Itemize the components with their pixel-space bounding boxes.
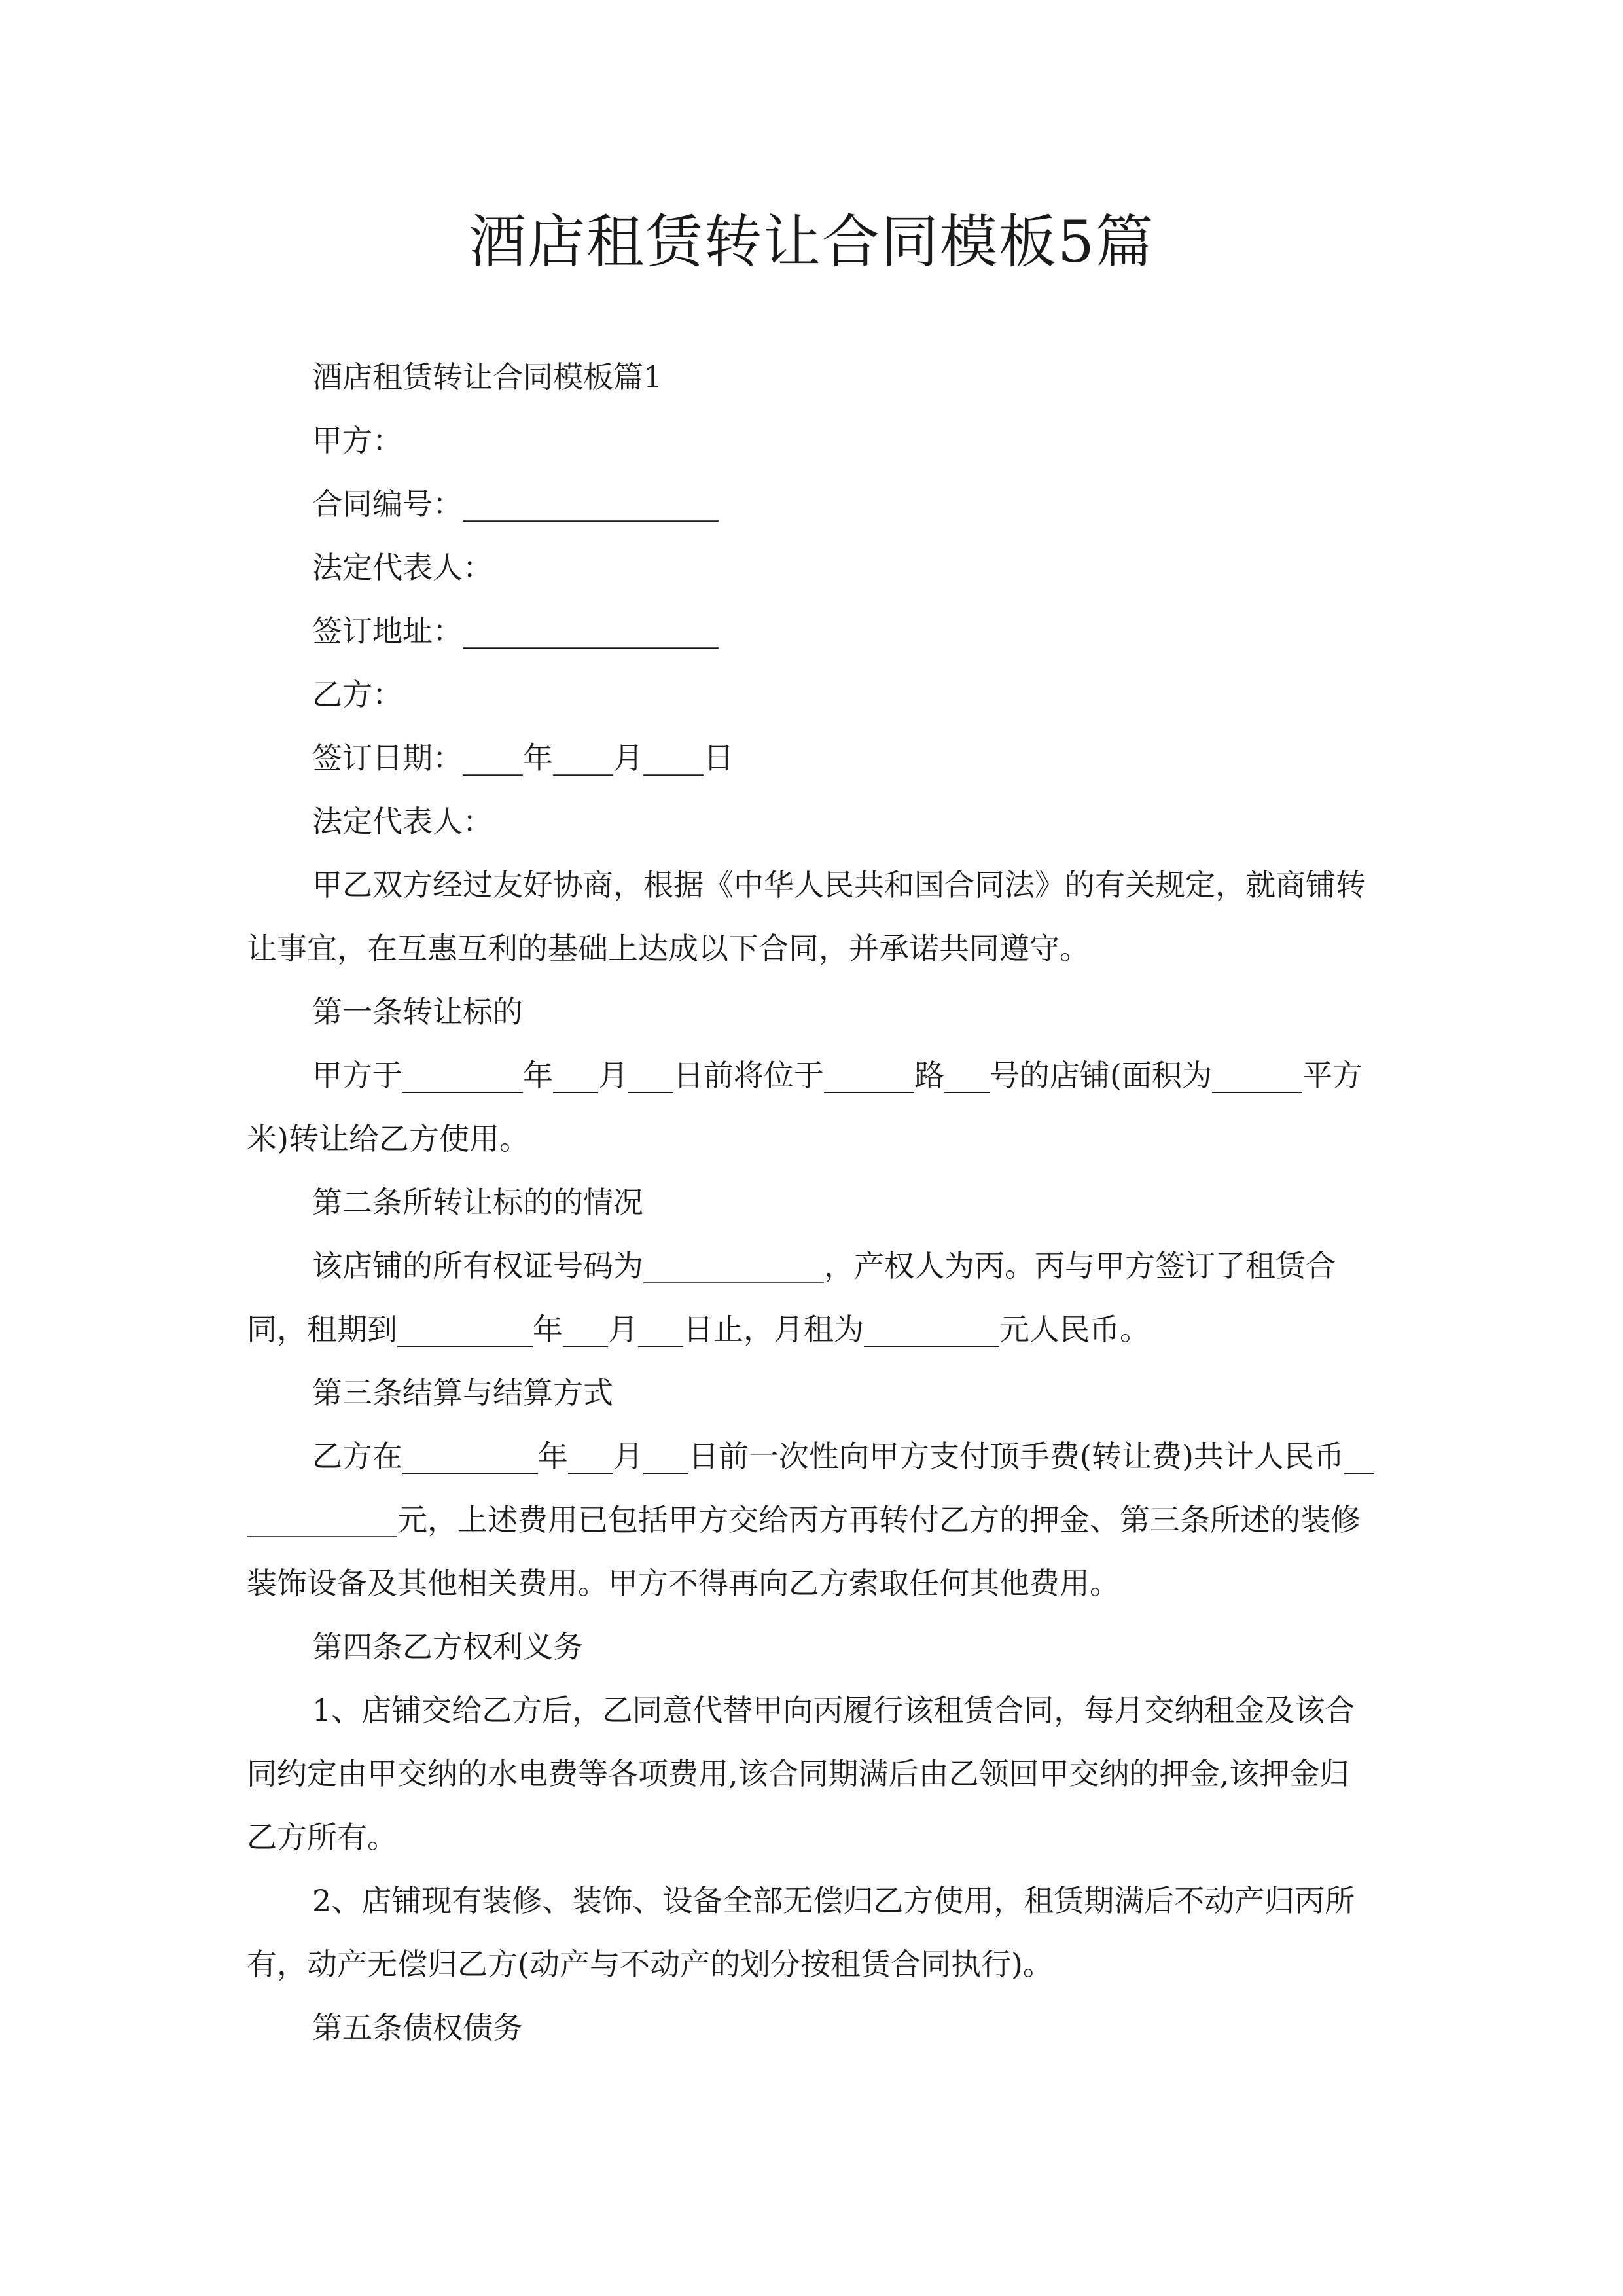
article-1-paragraph: 甲方于________年___月___日前将位于______路___号的店铺(面积为______平方米)转让给乙方使用。 xyxy=(247,1058,1363,1157)
article-2-heading: 第二条所转让标的的情况 xyxy=(312,1185,643,1220)
article-2-paragraph: 该店铺的所有权证号码为____________，产权人为丙。丙与甲方签订了租赁合同，租期到_________年___月___日止，月租为_________元人民币。 xyxy=(247,1248,1336,1347)
legal-rep-a-line: 法定代表人： xyxy=(312,550,493,585)
party-a-line: 甲方： xyxy=(312,423,402,458)
article-4-heading: 第四条乙方权利义务 xyxy=(312,1629,583,1664)
party-b-line: 乙方： xyxy=(312,677,402,712)
article-5-heading: 第五条债权债务 xyxy=(312,2010,523,2045)
contract-number-line: 合同编号：_________________ xyxy=(312,486,719,522)
signing-address-line: 签订地址：_________________ xyxy=(312,613,719,649)
article-1-heading: 第一条转让标的 xyxy=(312,994,523,1030)
legal-rep-b-line: 法定代表人： xyxy=(312,804,493,839)
preamble-paragraph: 甲乙双方经过友好协商，根据《中华人民共和国合同法》的有关规定，就商铺转让事宜，在互惠互利的基础上达成以下合同，并承诺共同遵守。 xyxy=(247,867,1366,966)
article-3-heading: 第三条结算与结算方式 xyxy=(312,1375,613,1410)
article-4-item-2: 2、店铺现有装修、装饰、设备全部无偿归乙方使用，租赁期满后不动产归丙所有，动产无偿归乙方(动产与不动产的划分按租赁合同执行)。 xyxy=(247,1883,1355,1982)
article-3-paragraph: 乙方在_________年___月___日前一次性向甲方支付顶手费(转让费)共计人民币____________元，上述费用已包括甲方交给丙方再转付乙方的押金、第三条所述的装修装饰设备及其他相关费用。甲方不得再向乙方索取任何其他费用。 xyxy=(247,1439,1374,1601)
document-title: 酒店租赁转让合同模板5篇 xyxy=(469,208,1154,276)
section-heading: 酒店租赁转让合同模板篇1 xyxy=(312,359,663,395)
article-4-item-1: 1、店铺交给乙方后，乙同意代替甲向丙履行该租赁合同，每月交纳租金及该合同约定由甲交纳的水电费等各项费用,该合同期满后由乙领回甲交纳的押金,该押金归乙方所有。 xyxy=(247,1693,1355,1855)
document-body xyxy=(247,346,1379,2060)
signing-date-line: 签订日期：____年____月____日 xyxy=(312,740,734,776)
